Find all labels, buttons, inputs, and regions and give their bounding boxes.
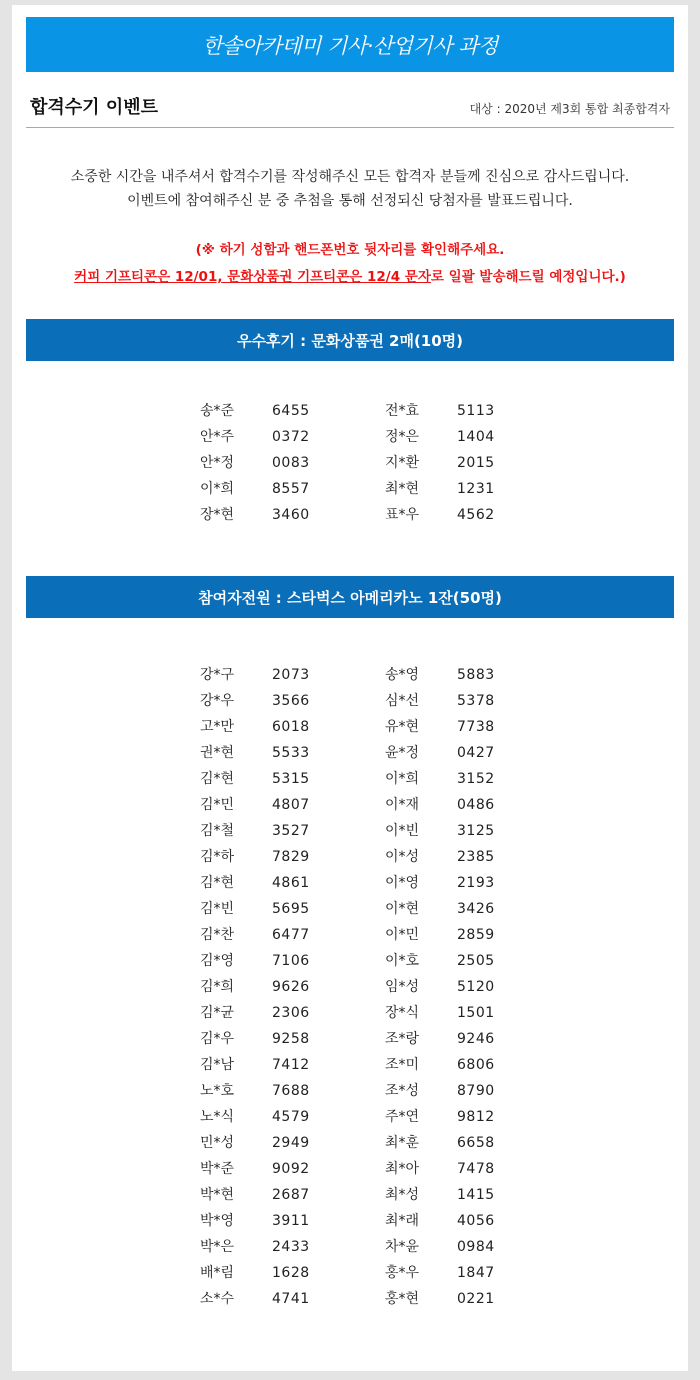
notice-underlined: 커피 기프티콘은 12/01, 문화상품권 기프티콘은 12/4 문자	[74, 269, 431, 285]
winner-phone-digits: 0984	[457, 1239, 495, 1255]
winner-phone-digits: 2505	[457, 953, 495, 969]
winner-name: 김*희	[200, 979, 235, 995]
winner-name: 송*준	[200, 403, 235, 419]
winner-row	[385, 1234, 545, 1260]
winner-phone-digits: 3125	[457, 823, 495, 839]
winner-row	[385, 1130, 545, 1156]
excellent-right-col	[385, 398, 545, 528]
winner-name: 강*우	[200, 693, 235, 709]
winner-name: 이*빈	[385, 823, 420, 839]
winner-phone-digits: 4562	[457, 507, 495, 523]
winner-row	[200, 844, 360, 870]
winner-phone-digits: 7412	[272, 1057, 310, 1073]
winner-name: 안*주	[200, 429, 235, 445]
winner-name: 배*림	[200, 1265, 235, 1281]
winner-row	[200, 1234, 360, 1260]
winner-phone-digits: 5120	[457, 979, 495, 995]
winner-row	[385, 818, 545, 844]
winner-phone-digits: 7738	[457, 719, 495, 735]
winner-row	[200, 896, 360, 922]
intro-text	[12, 165, 688, 213]
page-title: 합격수기 이벤트	[30, 97, 158, 118]
winner-name: 김*균	[200, 1005, 235, 1021]
winner-row	[385, 740, 545, 766]
winner-name: 권*현	[200, 745, 235, 761]
winner-name: 이*희	[200, 481, 235, 497]
winner-row	[385, 424, 545, 450]
winner-phone-digits: 1415	[457, 1187, 495, 1203]
winner-row	[200, 1078, 360, 1104]
winner-phone-digits: 4056	[457, 1213, 495, 1229]
winner-name: 조*랑	[385, 1031, 420, 1047]
winner-row	[200, 870, 360, 896]
winner-name: 김*찬	[200, 927, 235, 943]
winner-row	[385, 502, 545, 528]
winner-name: 최*래	[385, 1213, 420, 1229]
winner-name: 이*재	[385, 797, 420, 813]
winner-phone-digits: 2687	[272, 1187, 310, 1203]
winner-phone-digits: 9258	[272, 1031, 310, 1047]
winner-name: 김*현	[200, 771, 235, 787]
winner-name: 민*성	[200, 1135, 235, 1151]
winner-row	[200, 1052, 360, 1078]
winner-name: 홍*우	[385, 1265, 420, 1281]
winner-row	[385, 948, 545, 974]
winner-name: 노*호	[200, 1083, 235, 1099]
winner-row	[385, 974, 545, 1000]
winner-name: 김*철	[200, 823, 235, 839]
winner-name: 조*미	[385, 1057, 420, 1073]
winner-phone-digits: 2433	[272, 1239, 310, 1255]
winner-row	[200, 1260, 360, 1286]
winner-phone-digits: 9092	[272, 1161, 310, 1177]
winner-row	[200, 1026, 360, 1052]
winner-name: 이*민	[385, 927, 420, 943]
winner-phone-digits: 5378	[457, 693, 495, 709]
winner-phone-digits: 3460	[272, 507, 310, 523]
winner-name: 이*성	[385, 849, 420, 865]
winner-phone-digits: 3527	[272, 823, 310, 839]
participants-right-col	[385, 662, 545, 1312]
winner-phone-digits: 4807	[272, 797, 310, 813]
winner-phone-digits: 2193	[457, 875, 495, 891]
winner-row	[385, 476, 545, 502]
winner-name: 심*선	[385, 693, 420, 709]
winner-row	[385, 766, 545, 792]
winner-name: 이*현	[385, 901, 420, 917]
winner-name: 최*현	[385, 481, 420, 497]
winner-phone-digits: 5113	[457, 403, 495, 419]
winner-phone-digits: 9246	[457, 1031, 495, 1047]
winner-phone-digits: 2306	[272, 1005, 310, 1021]
winner-name: 김*남	[200, 1057, 235, 1073]
winner-phone-digits: 3426	[457, 901, 495, 917]
winner-name: 주*연	[385, 1109, 420, 1125]
notice-rest: 로 일괄 발송해드릴 예정입니다.)	[430, 269, 626, 285]
winner-name: 홍*현	[385, 1291, 420, 1307]
winner-phone-digits: 8790	[457, 1083, 495, 1099]
winner-name: 김*하	[200, 849, 235, 865]
academy-banner	[26, 17, 674, 72]
winner-phone-digits: 3911	[272, 1213, 310, 1229]
winner-name: 송*영	[385, 667, 420, 683]
winner-row	[200, 688, 360, 714]
winner-phone-digits: 4741	[272, 1291, 310, 1307]
winner-name: 김*영	[200, 953, 235, 969]
winner-phone-digits: 3152	[457, 771, 495, 787]
winner-phone-digits: 6018	[272, 719, 310, 735]
winner-name: 강*구	[200, 667, 235, 683]
winner-name: 안*정	[200, 455, 235, 471]
winner-phone-digits: 3566	[272, 693, 310, 709]
winner-phone-digits: 6455	[272, 403, 310, 419]
header-row	[26, 91, 674, 128]
winner-row	[200, 476, 360, 502]
winner-row	[200, 1286, 360, 1312]
winner-name: 박*은	[200, 1239, 235, 1255]
winner-name: 유*현	[385, 719, 420, 735]
winner-row	[200, 450, 360, 476]
winner-row	[200, 1156, 360, 1182]
winner-phone-digits: 2949	[272, 1135, 310, 1151]
winner-row	[200, 922, 360, 948]
intro-line-1: 소중한 시간을 내주셔서 합격수기를 작성해주신 모든 합격자 분들께 진심으로 감사드립니다.	[70, 169, 630, 185]
winner-row	[385, 1052, 545, 1078]
winner-phone-digits: 2073	[272, 667, 310, 683]
winner-name: 김*빈	[200, 901, 235, 917]
winner-name: 김*민	[200, 797, 235, 813]
winner-row	[200, 662, 360, 688]
winner-name: 지*환	[385, 455, 420, 471]
winner-phone-digits: 7106	[272, 953, 310, 969]
winner-phone-digits: 0486	[457, 797, 495, 813]
section-participants-bar	[26, 576, 674, 618]
winner-phone-digits: 1501	[457, 1005, 495, 1021]
winner-row	[200, 1208, 360, 1234]
winner-phone-digits: 7688	[272, 1083, 310, 1099]
winner-row	[385, 688, 545, 714]
notice-line-1: (※ 하기 성함과 핸드폰번호 뒷자리를 확인해주세요.	[195, 242, 505, 258]
winner-name: 차*윤	[385, 1239, 420, 1255]
winner-row	[385, 1208, 545, 1234]
winner-name: 표*우	[385, 507, 420, 523]
winner-phone-digits: 9812	[457, 1109, 495, 1125]
event-card	[12, 5, 688, 1371]
winner-row	[200, 398, 360, 424]
winner-name: 노*식	[200, 1109, 235, 1125]
winner-row	[200, 1000, 360, 1026]
winner-phone-digits: 9626	[272, 979, 310, 995]
intro-line-2: 이벤트에 참여해주신 분 중 추첨을 통해 선정되신 당첨자를 발표드립니다.	[127, 193, 573, 209]
winner-row	[385, 844, 545, 870]
winner-name: 장*식	[385, 1005, 420, 1021]
winner-phone-digits: 0427	[457, 745, 495, 761]
winner-row	[200, 1104, 360, 1130]
winner-row	[200, 766, 360, 792]
winner-phone-digits: 5883	[457, 667, 495, 683]
winner-row	[385, 1182, 545, 1208]
winner-row	[385, 1078, 545, 1104]
winner-row	[385, 714, 545, 740]
winner-row	[385, 870, 545, 896]
winner-phone-digits: 5315	[272, 771, 310, 787]
winner-name: 고*만	[200, 719, 235, 735]
winner-row	[385, 1000, 545, 1026]
winner-name: 이*호	[385, 953, 420, 969]
winner-phone-digits: 2385	[457, 849, 495, 865]
winner-row	[200, 818, 360, 844]
winner-phone-digits: 1404	[457, 429, 495, 445]
winner-name: 조*성	[385, 1083, 420, 1099]
target-label: 대상 : 2020년 제3회 통합 최종합격자	[469, 102, 670, 116]
winner-phone-digits: 0083	[272, 455, 310, 471]
winner-name: 김*우	[200, 1031, 235, 1047]
winner-row	[200, 948, 360, 974]
banner-title: 한솔아카데미 기사·산업기사 과정	[202, 33, 498, 58]
winner-phone-digits: 0221	[457, 1291, 495, 1307]
winner-row	[385, 1260, 545, 1286]
winner-name: 이*희	[385, 771, 420, 787]
winner-name: 최*훈	[385, 1135, 420, 1151]
winner-row	[385, 1026, 545, 1052]
winner-row	[200, 974, 360, 1000]
section-excellent-bar	[26, 319, 674, 361]
winner-name: 김*현	[200, 875, 235, 891]
winner-row	[200, 1130, 360, 1156]
winner-row	[385, 896, 545, 922]
winner-phone-digits: 8557	[272, 481, 310, 497]
winner-row	[200, 424, 360, 450]
winner-phone-digits: 7829	[272, 849, 310, 865]
winner-phone-digits: 0372	[272, 429, 310, 445]
winner-phone-digits: 1628	[272, 1265, 310, 1281]
winner-name: 최*성	[385, 1187, 420, 1203]
winner-phone-digits: 1847	[457, 1265, 495, 1281]
winner-row	[200, 1182, 360, 1208]
winner-row	[385, 450, 545, 476]
winner-name: 최*아	[385, 1161, 420, 1177]
winner-row	[385, 792, 545, 818]
winner-name: 박*현	[200, 1187, 235, 1203]
winner-name: 박*준	[200, 1161, 235, 1177]
winner-name: 정*은	[385, 429, 420, 445]
winner-row	[200, 740, 360, 766]
winner-name: 임*성	[385, 979, 420, 995]
winner-phone-digits: 1231	[457, 481, 495, 497]
winner-phone-digits: 2015	[457, 455, 495, 471]
section-excellent-title: 우수후기 : 문화상품권 2매(10명)	[236, 331, 464, 350]
winner-name: 전*효	[385, 403, 420, 419]
winner-name: 소*수	[200, 1291, 235, 1307]
winner-phone-digits: 6806	[457, 1057, 495, 1073]
winner-phone-digits: 6477	[272, 927, 310, 943]
winner-phone-digits: 7478	[457, 1161, 495, 1177]
winner-row	[385, 662, 545, 688]
winner-row	[385, 922, 545, 948]
winner-row	[200, 714, 360, 740]
winner-phone-digits: 2859	[457, 927, 495, 943]
winner-row	[200, 792, 360, 818]
winner-row	[385, 1156, 545, 1182]
winner-phone-digits: 4861	[272, 875, 310, 891]
winner-row	[385, 1286, 545, 1312]
notice-text	[12, 237, 688, 291]
winner-row	[385, 398, 545, 424]
participants-left-col	[200, 662, 360, 1312]
winner-phone-digits: 5695	[272, 901, 310, 917]
winner-phone-digits: 5533	[272, 745, 310, 761]
excellent-left-col	[200, 398, 360, 528]
winner-row	[200, 502, 360, 528]
winner-name: 윤*정	[385, 745, 420, 761]
winner-name: 이*영	[385, 875, 420, 891]
winner-phone-digits: 4579	[272, 1109, 310, 1125]
notice-line-2	[12, 264, 688, 291]
section-participants-title: 참여자전원 : 스타벅스 아메리카노 1잔(50명)	[198, 588, 502, 607]
winner-name: 장*현	[200, 507, 235, 523]
winner-name: 박*영	[200, 1213, 235, 1229]
winner-row	[385, 1104, 545, 1130]
winner-phone-digits: 6658	[457, 1135, 495, 1151]
